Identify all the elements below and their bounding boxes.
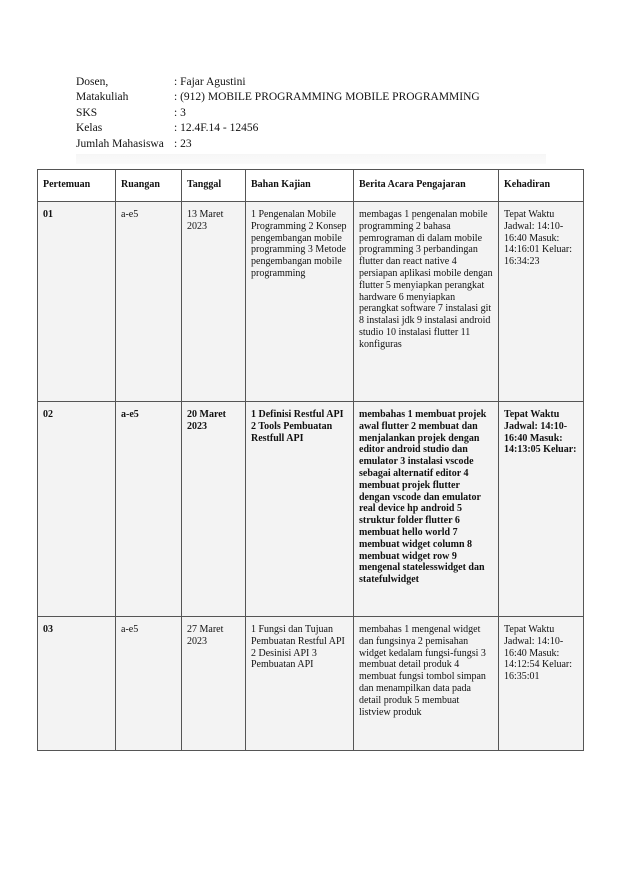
table-row: [38, 202, 584, 402]
cell-kehadiran: Tepat Waktu Jadwal: 14:10-16:40 Masuk: 14:13:05 Keluar:: [499, 402, 584, 617]
cell-ruangan: a-e5: [116, 402, 182, 617]
header-ruangan: Ruangan: [116, 170, 182, 202]
table-row: [38, 617, 584, 751]
header-bahan-kajian: Bahan Kajian: [246, 170, 354, 202]
info-kelas: [76, 121, 480, 136]
cell-berita-acara: membahas 1 membuat projek awal flutter 2 membuat dan menjalankan projek dengan editor android studio dan emulator 3 instalasi vscode sebagai alternatif editor 4 membuat projek flutter dengan vscode dan emulator real device hp android 5 struktur folder flutter 6 membuat hello world 7 membuat widget column 8 membuat widget row 9 mengenal statelesswidget dan statefulwidget: [354, 402, 499, 617]
cell-pertemuan: 01: [38, 202, 116, 402]
cell-ruangan: a-e5: [116, 617, 182, 751]
jumlah-value: : 23: [174, 137, 192, 150]
cell-tanggal: 13 Maret 2023: [182, 202, 246, 402]
cell-bahan-kajian: 1 Fungsi dan Tujuan Pembuatan Restful API 2 Desinisi API 3 Pembuatan API: [246, 617, 354, 751]
header-berita-acara: Berita Acara Pengajaran: [354, 170, 499, 202]
cell-berita-acara: membahas 1 mengenal widget dan fungsinya 2 pemisahan widget kedalam fungsi-fungsi 3 membuat detail produk 4 membuat fungsi tombol simpan dan menampilkan data pada detail produk 5 membuat listview produk: [354, 617, 499, 751]
cell-pertemuan: 03: [38, 617, 116, 751]
cell-kehadiran: Tepat Waktu Jadwal: 14:10-16:40 Masuk: 14:12:54 Keluar: 16:35:01: [499, 617, 584, 751]
cell-ruangan: a-e5: [116, 202, 182, 402]
jumlah-label: Jumlah Mahasiswa: [76, 137, 164, 150]
info-sks: [76, 106, 480, 121]
info-divider: [76, 154, 546, 164]
matakuliah-value: : (912) MOBILE PROGRAMMING MOBILE PROGRAMMING: [174, 91, 480, 104]
header-kehadiran: Kehadiran: [499, 170, 584, 202]
sks-label: SKS: [76, 106, 98, 119]
kelas-label: Kelas: [76, 122, 103, 135]
dosen-value: : Fajar Agustini: [174, 76, 246, 88]
matakuliah-label: Matakuliah: [76, 91, 129, 104]
header-tanggal: Tanggal: [182, 170, 246, 202]
cell-bahan-kajian: 1 Definisi Restful API 2 Tools Pembuatan Restfull API: [246, 402, 354, 617]
attendance-table: [37, 169, 584, 751]
table-header-row: [38, 170, 584, 202]
cell-tanggal: 20 Maret 2023: [182, 402, 246, 617]
kelas-value: : 12.4F.14 - 12456: [174, 122, 259, 135]
course-info: [76, 75, 480, 152]
info-jumlah-mahasiswa: [76, 137, 480, 152]
dosen-label: Dosen,: [76, 76, 109, 88]
cell-kehadiran: Tepat Waktu Jadwal: 14:10-16:40 Masuk: 14:16:01 Keluar: 16:34:23: [499, 202, 584, 402]
cell-tanggal: 27 Maret 2023: [182, 617, 246, 751]
cell-berita-acara: membagas 1 pengenalan mobile programming 2 bahasa pemrograman di dalam mobile programming 3 perbandingan flutter dan react native 4 persiapan aplikasi mobile dengan flutter 5 menyiapkan perangkat hardware 6 menyiapkan perangkat software 7 instalasi git 8 instalasi jdk 9 instalasi android studio 10 instalasi flutter 11 konfiguras: [354, 202, 499, 402]
info-matakuliah: [76, 90, 480, 105]
table-row: [38, 402, 584, 617]
cell-pertemuan: 02: [38, 402, 116, 617]
info-dosen: [76, 75, 480, 90]
cell-bahan-kajian: 1 Pengenalan Mobile Programming 2 Konsep pengembangan mobile programming 3 Metode pengembangan mobile programming: [246, 202, 354, 402]
sks-value: : 3: [174, 106, 186, 119]
header-pertemuan: Pertemuan: [38, 170, 116, 202]
